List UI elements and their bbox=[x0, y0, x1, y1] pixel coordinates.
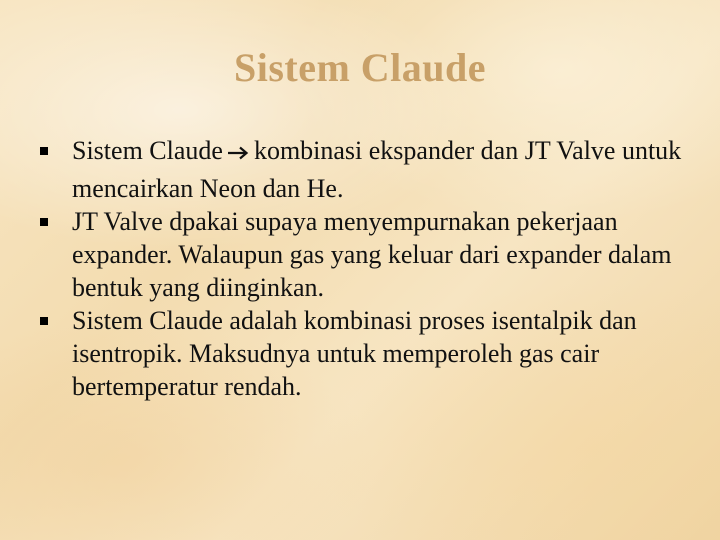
bullet-1-text: kombinasi ekspander dan JT Valve untuk mencairkan Neon dan He. bbox=[72, 136, 682, 203]
bullet-1-lead: Sistem Claude bbox=[72, 136, 223, 165]
slide-title: Sistem Claude bbox=[233, 45, 487, 90]
bullet-item-3 bbox=[40, 304, 700, 403]
bullet-item-1 bbox=[40, 134, 700, 205]
right-arrow-icon bbox=[227, 135, 249, 168]
square-bullet-icon bbox=[40, 317, 48, 325]
bullet-list bbox=[40, 134, 700, 403]
bullet-item-2 bbox=[40, 205, 700, 304]
square-bullet-icon bbox=[40, 218, 48, 226]
bullet-3-text: Sistem Claude adalah kombinasi proses isentalpik dan isentropik. Maksudnya untuk memperoleh gas cair bertemperatur rendah. bbox=[72, 305, 637, 401]
bullet-2-text: JT Valve dpakai supaya menyempurnakan pekerjaan expander. Walaupun gas yang keluar dari expander dalam bentuk yang diinginkan. bbox=[72, 206, 672, 302]
square-bullet-icon bbox=[40, 147, 48, 155]
